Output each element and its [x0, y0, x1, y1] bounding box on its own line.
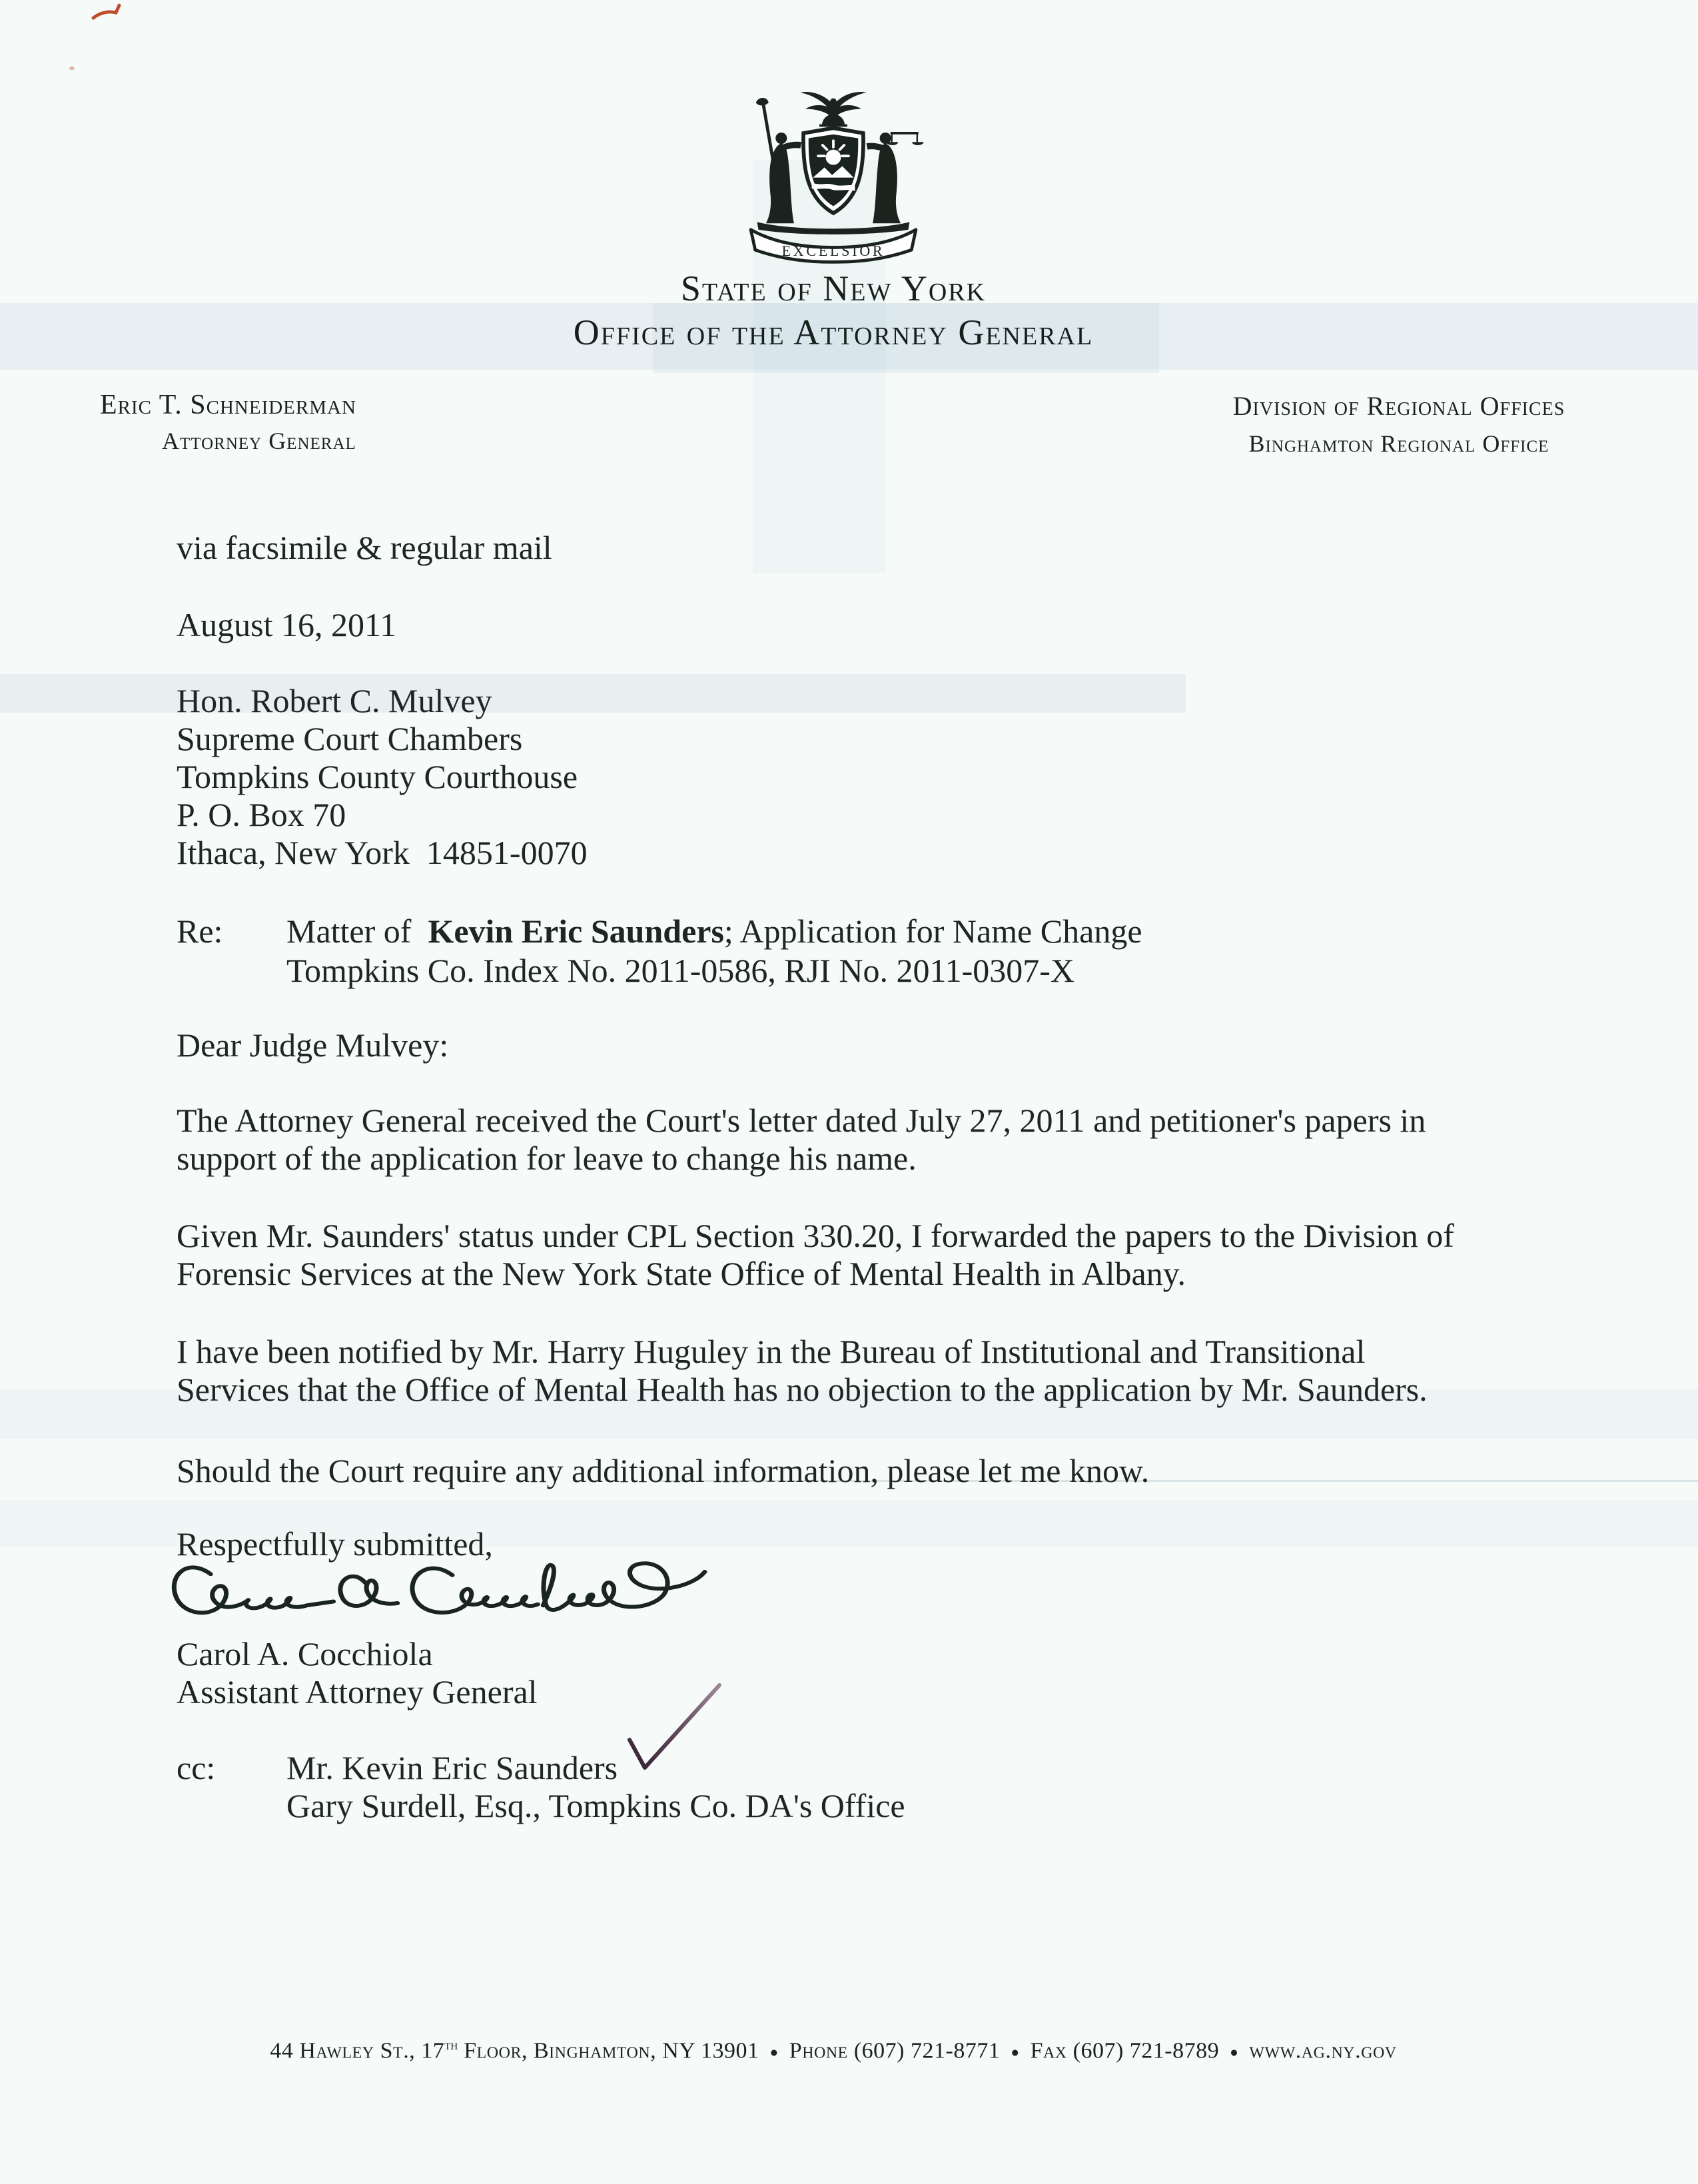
- attorney-general-name: Eric T. Schneiderman: [100, 390, 356, 420]
- recipient-address-line: Tompkins County Courthouse: [177, 758, 578, 795]
- re-block: [286, 912, 1142, 990]
- handwritten-checkmark: [623, 1678, 729, 1778]
- paragraph-line: Forensic Services at the New York State Office of Mental Health in Albany.: [177, 1255, 1186, 1292]
- new-york-state-seal-icon: [730, 77, 937, 268]
- regional-office-name: Binghamton Regional Office: [1248, 430, 1549, 457]
- pen-dot-mark: [69, 67, 75, 70]
- recipient-address-line: P. O. Box 70: [177, 796, 346, 833]
- paragraph-line: I have been notified by Mr. Harry Huguley in the Bureau of Institutional and Transitional: [177, 1333, 1366, 1370]
- division-name: Division of Regional Offices: [1232, 391, 1565, 421]
- recipient-address-line: Supreme Court Chambers: [177, 720, 523, 757]
- recipient-address-line: Hon. Robert C. Mulvey: [177, 682, 492, 719]
- paragraph-1: [177, 1102, 1426, 1178]
- footer-floor-ordinal: th: [444, 2037, 458, 2053]
- paragraph-2: [177, 1217, 1454, 1293]
- cc-line: Gary Surdell, Esq., Tompkins Co. DA's Office: [286, 1787, 905, 1824]
- footer-street-address: 44 Hawley St., 17: [270, 2038, 445, 2063]
- footer-contact-line: [0, 2037, 1667, 2063]
- signer-name: Carol A. Cocchiola: [177, 1635, 433, 1672]
- attorney-general-title: Attorney General: [162, 428, 356, 454]
- footer-bullet-icon: ●: [1230, 2044, 1239, 2061]
- footer-city-state-zip: Floor, Binghamton, NY 13901: [458, 2038, 759, 2063]
- recipient-address-line: Ithaca, New York 14851-0070: [177, 834, 588, 871]
- re-prefix: Matter of: [286, 912, 428, 950]
- re-index-line: Tompkins Co. Index No. 2011-0586, RJI No. 2011-0307-X: [286, 952, 1075, 989]
- division-block: [1212, 390, 1585, 458]
- paragraph-line: Given Mr. Saunders' status under CPL Section 330.20, I forwarded the papers to the Division of: [177, 1217, 1454, 1254]
- closing-line: Respectfully submitted,: [177, 1525, 493, 1563]
- re-label: Re:: [177, 912, 223, 950]
- paragraph-3: [177, 1333, 1428, 1409]
- paragraph-4: [177, 1452, 1149, 1490]
- re-suffix: ; Application for Name Change: [723, 912, 1142, 950]
- letterhead-office-name: Office of the Attorney General: [573, 312, 1094, 352]
- paragraph-line: support of the application for leave to change his name.: [177, 1140, 917, 1177]
- letterhead-state-name: State of New York: [680, 268, 987, 308]
- footer-phone: Phone (607) 721-8771: [789, 2038, 1001, 2063]
- cc-block: [286, 1749, 905, 1825]
- footer-bullet-icon: ●: [1011, 2044, 1020, 2061]
- footer-fax: Fax (607) 721-8789: [1030, 2038, 1220, 2063]
- recipient-address-block: [177, 682, 588, 872]
- date-line: August 16, 2011: [177, 606, 397, 643]
- seal-motto-text: EXCELSIOR: [781, 242, 885, 259]
- pen-scribble-mark: [91, 3, 124, 23]
- re-petitioner-name: Kevin Eric Saunders: [428, 912, 724, 950]
- cc-line: Mr. Kevin Eric Saunders: [286, 1749, 618, 1786]
- paragraph-line: The Attorney General received the Court's letter dated July 27, 2011 and petitioner's papers in: [177, 1102, 1426, 1139]
- salutation-line: Dear Judge Mulvey:: [177, 1026, 449, 1064]
- delivery-method-line: via facsimile & regular mail: [177, 529, 552, 566]
- paragraph-line: Should the Court require any additional information, please let me know.: [177, 1452, 1150, 1489]
- handwritten-signature: [165, 1551, 719, 1635]
- footer-website: www.ag.ny.gov: [1249, 2038, 1397, 2063]
- cc-label: cc:: [177, 1749, 216, 1786]
- re-subject-line: [286, 912, 1142, 950]
- signer-title: Assistant Attorney General: [177, 1673, 538, 1710]
- footer-bullet-icon: ●: [769, 2044, 779, 2061]
- paragraph-line: Services that the Office of Mental Health has no objection to the application by Mr. Saunders.: [177, 1371, 1428, 1408]
